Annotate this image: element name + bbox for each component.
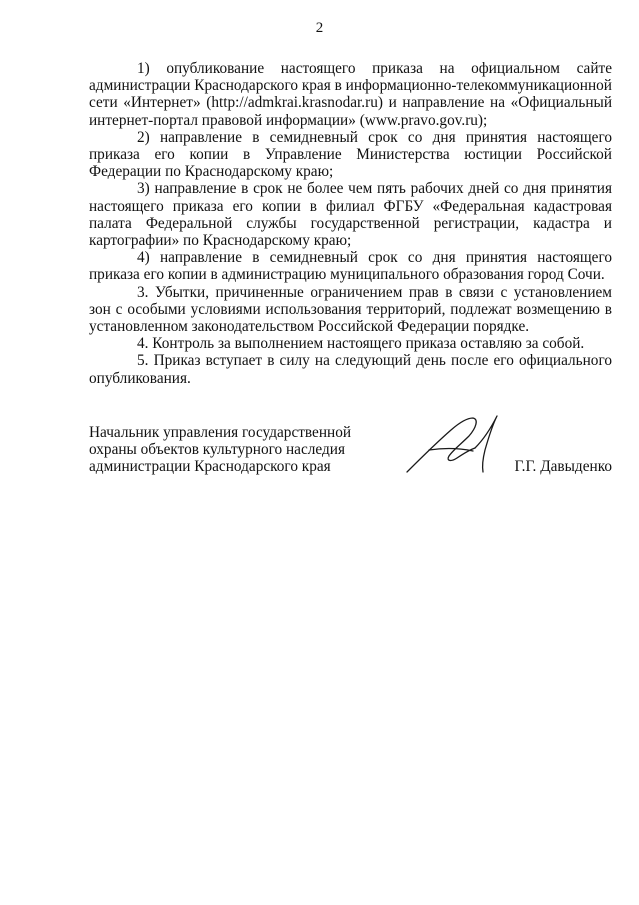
paragraph-cadastral-chamber: 3) направление в срок не более чем пять рабочих дней со дня принятия настоящего приказа его копии в филиал ФГБУ «Федеральная кадастровая палата Федеральной службы государственной регистрации, кадастра и картографии» по Краснодарскому краю;	[89, 180, 612, 250]
document-body	[89, 60, 612, 387]
signatory-position-line: Начальник управления государственной	[89, 424, 352, 441]
paragraph-publication: 1) опубликование настоящего приказа на официальном сайте администрации Краснодарского края в информационно-телекоммуникационной сети «Интернет» (http://admkrai.krasnodar.ru) и направление на «Официальный интернет-портал правовой информации» (www.pravo.gov.ru);	[89, 60, 612, 129]
paragraph-ministry-of-justice: 2) направление в семидневный срок со дня принятия настоящего приказа его копии в Управление Министерства юстиции Российской Федерации по Краснодарскому краю;	[89, 128, 612, 181]
paragraph-sochi-administration: 4) направление в семидневный срок со дня принятия настоящего приказа его копии в администрацию муниципального образования город Сочи.	[89, 249, 612, 284]
signatory-name: Г.Г. Давыденко	[514, 458, 612, 475]
paragraph-control: 4. Контроль за выполнением настоящего приказа оставляю за собой.	[137, 335, 585, 353]
paragraph-losses-compensation: 3. Убытки, причиненные ограничением прав в связи с установлением зон с особыми условиями использования территорий, подлежат возмещению в установленном законодательством Российской Федерации порядке.	[89, 283, 612, 336]
signatory-position-line: охраны объектов культурного наследия	[89, 441, 345, 459]
paragraph-entry-into-force: 5. Приказ вступает в силу на следующий день после его официального опубликования.	[89, 352, 612, 387]
signature-stroke-cross	[429, 449, 473, 451]
handwritten-signature	[399, 410, 511, 476]
page-number: 2	[315, 20, 324, 36]
signatory-position	[89, 424, 351, 476]
signature-block	[89, 424, 612, 484]
signature-strokes	[407, 416, 497, 472]
signature-stroke-main	[407, 418, 476, 472]
signature-stroke-tail	[475, 416, 497, 472]
signatory-position-line: администрации Краснодарского края	[89, 458, 331, 476]
